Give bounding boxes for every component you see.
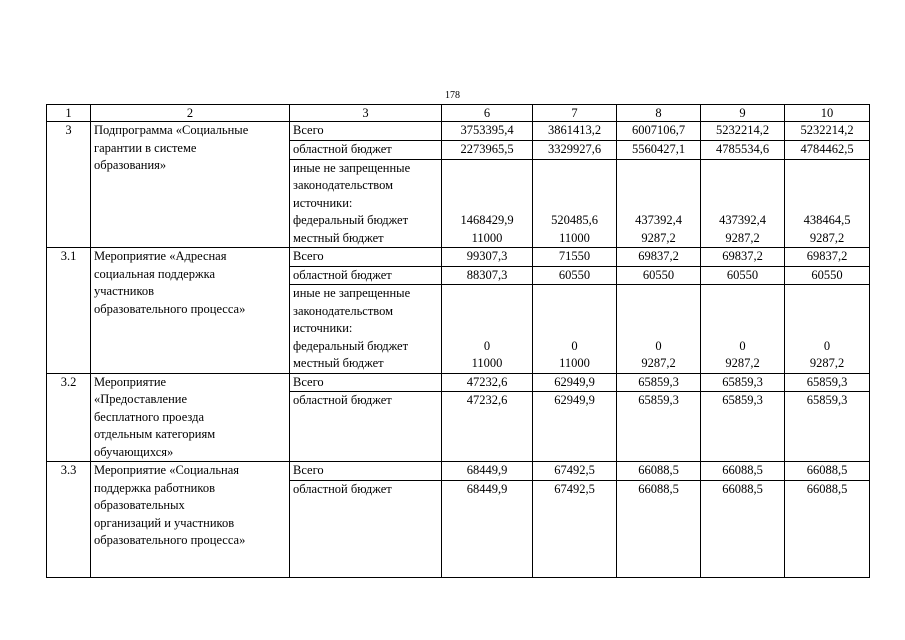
value-cell: 60550 <box>785 266 870 285</box>
row-id: 3.3 <box>47 462 91 578</box>
value-cell: 5232214,2 <box>785 122 870 141</box>
header-cell: 9 <box>701 105 785 122</box>
value-cell: 65859,3 <box>701 373 785 392</box>
header-cell: 10 <box>785 105 870 122</box>
value-cell: 99307,3 <box>442 248 533 267</box>
header-cell: 2 <box>91 105 290 122</box>
value-cell: 0 11000 <box>533 285 617 374</box>
value-cell: 0 9287,2 <box>785 285 870 374</box>
table-row <box>47 462 870 481</box>
value-cell: 5560427,1 <box>617 141 701 160</box>
value-cell: 69837,2 <box>785 248 870 267</box>
value-cell: 71550 <box>533 248 617 267</box>
row-id: 3.1 <box>47 248 91 374</box>
value-cell: 4785534,6 <box>701 141 785 160</box>
page-number: 178 <box>445 90 460 101</box>
value-cell: 437392,4 9287,2 <box>701 159 785 248</box>
source-label: областной бюджет <box>290 480 442 577</box>
value-cell: 66088,5 <box>785 480 870 577</box>
row-name: Мероприятие «Адресная социальная поддержка участников образовательного процесса» <box>91 248 290 374</box>
header-cell: 8 <box>617 105 701 122</box>
value-cell: 3753395,4 <box>442 122 533 141</box>
value-cell: 66088,5 <box>701 462 785 481</box>
value-cell: 65859,3 <box>701 392 785 462</box>
value-cell: 65859,3 <box>617 392 701 462</box>
source-label: областной бюджет <box>290 266 442 285</box>
value-cell: 438464,5 9287,2 <box>785 159 870 248</box>
table-row <box>47 373 870 392</box>
value-cell: 88307,3 <box>442 266 533 285</box>
value-cell: 69837,2 <box>617 248 701 267</box>
header-cell: 7 <box>533 105 617 122</box>
value-cell: 520485,6 11000 <box>533 159 617 248</box>
source-label: Всего <box>290 462 442 481</box>
value-cell: 6007106,7 <box>617 122 701 141</box>
source-label: областной бюджет <box>290 392 442 462</box>
value-cell: 69837,2 <box>701 248 785 267</box>
header-cell: 6 <box>442 105 533 122</box>
value-cell: 62949,9 <box>533 392 617 462</box>
source-label: областной бюджет <box>290 141 442 160</box>
value-cell: 3861413,2 <box>533 122 617 141</box>
value-cell: 66088,5 <box>701 480 785 577</box>
value-cell: 0 9287,2 <box>617 285 701 374</box>
value-cell: 66088,5 <box>617 480 701 577</box>
value-cell: 66088,5 <box>617 462 701 481</box>
value-cell: 5232214,2 <box>701 122 785 141</box>
row-name: Подпрограмма «Социальные гарантии в системе образования» <box>91 122 290 248</box>
header-row <box>47 105 870 122</box>
value-cell: 66088,5 <box>785 462 870 481</box>
row-name: Мероприятие «Предоставление бесплатного проезда отдельным категориям обучающихся» <box>91 373 290 462</box>
header-cell: 1 <box>47 105 91 122</box>
source-label: Всего <box>290 248 442 267</box>
value-cell: 47232,6 <box>442 373 533 392</box>
source-label: иные не запрещенные законодательством источники: федеральный бюджет местный бюджет <box>290 159 442 248</box>
value-cell: 60550 <box>617 266 701 285</box>
value-cell: 65859,3 <box>785 373 870 392</box>
value-cell: 1468429,9 11000 <box>442 159 533 248</box>
row-id: 3 <box>47 122 91 248</box>
table-row <box>47 122 870 141</box>
value-cell: 437392,4 9287,2 <box>617 159 701 248</box>
value-cell: 3329927,6 <box>533 141 617 160</box>
header-cell: 3 <box>290 105 442 122</box>
value-cell: 47232,6 <box>442 392 533 462</box>
source-label: Всего <box>290 122 442 141</box>
value-cell: 68449,9 <box>442 480 533 577</box>
value-cell: 67492,5 <box>533 462 617 481</box>
value-cell: 0 11000 <box>442 285 533 374</box>
table-row <box>47 248 870 267</box>
row-name: Мероприятие «Социальная поддержка работников образовательных организаций и участников образовательного процесса» <box>91 462 290 578</box>
source-label: иные не запрещенные законодательством источники: федеральный бюджет местный бюджет <box>290 285 442 374</box>
row-id: 3.2 <box>47 373 91 462</box>
source-label: Всего <box>290 373 442 392</box>
value-cell: 65859,3 <box>617 373 701 392</box>
value-cell: 4784462,5 <box>785 141 870 160</box>
value-cell: 62949,9 <box>533 373 617 392</box>
value-cell: 65859,3 <box>785 392 870 462</box>
value-cell: 60550 <box>701 266 785 285</box>
value-cell: 2273965,5 <box>442 141 533 160</box>
value-cell: 60550 <box>533 266 617 285</box>
value-cell: 67492,5 <box>533 480 617 577</box>
value-cell: 68449,9 <box>442 462 533 481</box>
value-cell: 0 9287,2 <box>701 285 785 374</box>
budget-table <box>46 104 870 578</box>
